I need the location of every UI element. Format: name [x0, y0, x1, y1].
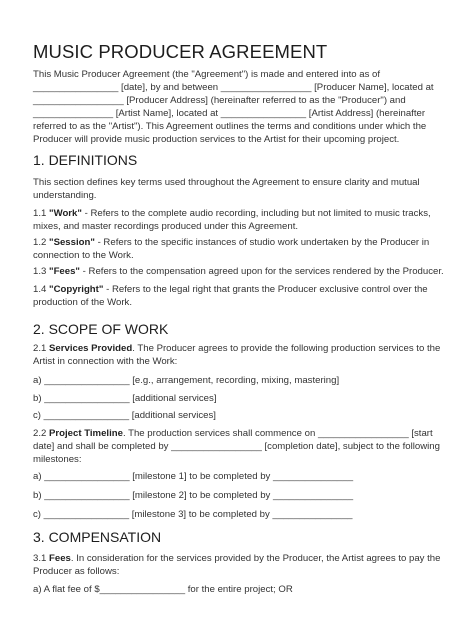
term-label: Services Provided [49, 343, 133, 354]
services-provided-cont: Artist in connection with the Work: [33, 356, 178, 367]
term-label: "Copyright" [49, 284, 104, 295]
service-item-c: c) ________________ [additional services] [33, 410, 216, 421]
document-title: MUSIC PRODUCER AGREEMENT [33, 41, 328, 62]
definitions-intro-line: This section defines key terms used throughout the Agreement to ensure clarity and mutual [33, 177, 420, 188]
milestone-item-c: c) ________________ [milestone 3] to be completed by _______________ [33, 509, 353, 520]
clause-text: . In consideration for the services provided by the Producer, the Artist agrees to pay the [70, 553, 441, 564]
intro-line: Producer will provide music production services to the Artist for their upcoming project. [33, 134, 400, 145]
definition-copyright [33, 284, 428, 295]
clause-number: 1.3 [33, 266, 50, 277]
definition-text: - Refers to the legal right that grants the Producer exclusive control over the [103, 284, 428, 295]
project-timeline-cont: milestones: [33, 454, 82, 465]
term-label: "Fees" [49, 266, 80, 277]
term-label: "Work" [49, 208, 82, 219]
definition-text: - Refers to the complete audio recording, including but not limited to music tracks, [81, 208, 431, 219]
definition-session [33, 237, 429, 248]
definition-text: - Refers to the specific instances of studio work undertaken by the Producer in [94, 237, 430, 248]
project-timeline-clause [33, 428, 433, 439]
clause-number: 2.2 [33, 428, 50, 439]
compensation-heading: 3. COMPENSATION [33, 529, 162, 545]
term-label: Project Timeline [49, 428, 123, 439]
clause-number: 1.2 [33, 237, 50, 248]
definitions-intro-line: understanding. [33, 190, 97, 201]
definition-work [33, 208, 431, 219]
project-timeline-cont: date] and shall be completed by _________________ [completion date], subject to the following [33, 441, 440, 452]
intro-line: referred to as the "Artist"). This Agreement outlines the terms and conditions under which the [33, 121, 427, 132]
milestone-item-b: b) ________________ [milestone 2] to be completed by _______________ [33, 490, 354, 501]
milestone-item-a: a) ________________ [milestone 1] to be completed by _______________ [33, 471, 354, 482]
services-provided-clause [33, 343, 440, 354]
definitions-heading: 1. DEFINITIONS [33, 152, 138, 168]
intro-line: ________________ [date], by and between _________________ [Producer Name], located at [33, 82, 434, 93]
definition-work-cont: mixes, and master recordings produced under this Agreement. [33, 221, 299, 232]
definition-session-cont: connection to the Work. [33, 250, 134, 261]
service-item-a: a) ________________ [e.g., arrangement, recording, mixing, mastering] [33, 375, 340, 386]
definition-fees [33, 266, 444, 277]
clause-text: . The production services shall commence on _________________ [start [122, 428, 433, 439]
intro-line: _________________ [Producer Address] (hereinafter referred to as the "Producer") and [33, 95, 406, 106]
intro-line: _______________ [Artist Name], located at ________________ [Artist Address] (hereinafter [33, 108, 426, 119]
term-label: Fees [49, 553, 71, 564]
clause-number: 1.1 [33, 208, 50, 219]
clause-number: 1.4 [33, 284, 50, 295]
definition-copyright-cont: production of the Work. [33, 297, 133, 308]
clause-number: 3.1 [33, 553, 50, 564]
service-item-b: b) ________________ [additional services] [33, 393, 217, 404]
intro-line: This Music Producer Agreement (the "Agreement") is made and entered into as of [33, 69, 381, 80]
clause-text: . The Producer agrees to provide the following production services to the [132, 343, 441, 354]
fee-option-a: a) A flat fee of $________________ for the entire project; OR [33, 584, 293, 595]
fees-clause-cont: Producer as follows: [33, 566, 120, 577]
clause-number: 2.1 [33, 343, 50, 354]
fees-clause [33, 553, 440, 564]
definition-text: - Refers to the compensation agreed upon for the services rendered by the Producer. [79, 266, 444, 277]
term-label: "Session" [49, 237, 95, 248]
scope-heading: 2. SCOPE OF WORK [33, 321, 169, 337]
